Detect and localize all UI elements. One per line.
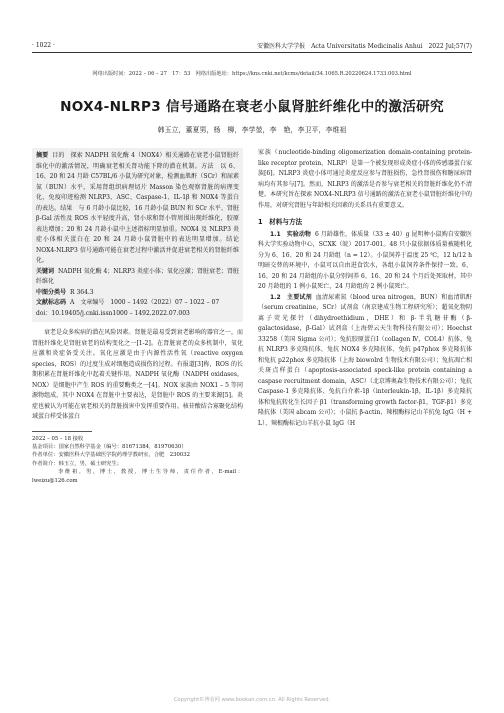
page-number: · 1022 · <box>32 42 55 49</box>
intro-body <box>32 328 243 423</box>
abstract <box>36 151 246 267</box>
footnote-affiliation: 作者单位：安徽医科大学基础医学院药理学教研室，合肥 230032 <box>32 452 190 459</box>
keywords <box>36 267 239 288</box>
footnote-author-bio: 作者简介：韩玉立，男，硕士研究生； <box>32 460 123 467</box>
intro-continued: 家族（nucleotide-binding oligomerization domain-containing protein-like receptor protein，NLRP）是第一个被发现形成炎症小体的传感器蛋白家族[6]。NLRP3 炎症小体可通过炎症反应参与肾脏损伤，急性肾损伤和糖尿病肾病均有其参与[7]。然而，NLRP3 的激活是否参与衰老相关的肾脏纤维化仍不清楚。本研究旨在探索 NOX4-NLRP3 信号通路的激活在衰老小鼠肾脏纤维化中的作用，对研究肾脏与年龄相关因素的关系具有重要意义。 <box>258 149 472 209</box>
docinfo-label: 文献标志码 <box>36 299 67 306</box>
abstract-box <box>32 148 246 322</box>
header-rule <box>32 52 472 53</box>
abstract-text: 目的 探索 NADPH 氧化酶 4（NOX4）相关通路在衰老小鼠肾脏纤维化中的激活情况，明确衰老相关肾功能下降的潜在机制。方法 以 6、16、20 和 24 月龄 C57BL/6 小鼠为研究对象，检测血肌酐（SCr）和尿素氮（BUN）水平，采用肾组织病理切片 Masson 染色观察肾脏的病理变化，免疫印迹检测 NLRP3、ASC、Caspase-1、IL-1β 和 NOX4 等蛋白的表达。结果 与 6 月龄小鼠比较，16 月龄小鼠 BUN 和 SCr 水平、肾脏 β-Gal 活性及 ROS 水平轻度升高，肾小球和肾小管周围出现纤维化，胶原表达增加；20 和 24 月龄小鼠中上述指标明显加重。NOX4 及 NLRP3 炎症小体相关蛋白在 20 和 24 月龄小鼠肾脏中的表达明显增加。结论 NOX4-NLRP3 信号通路可能在衰老过程中激活并促进衰老相关的肾脏纤维化。 <box>36 152 246 264</box>
footnote-received: 2022 – 05 – 18 接收 <box>32 435 84 442</box>
keywords-text: NADPH 氧化酶 4；NLRP3 炎症小体；氧化应激；肾脏衰老；肾脏纤维化 <box>36 267 239 285</box>
classification-label: 中图分类号 <box>36 288 67 296</box>
abstract-label: 摘要 <box>36 152 49 159</box>
left-column <box>32 148 246 485</box>
classification <box>36 288 239 299</box>
intro-paragraph: 衰老是众多疾病的潜在风险因素。肾脏是最易受到衰老影响的器官之一，而肾脏纤维化是肾脏衰老的结构变化之一[1-2]。在肾脏衰老的众多机制中，氧化应激和炎症备受关注。氧化应激是由于内源性活性氧（reactive oxygen species，ROS）的过度生成对细胞造成损伤的过程。有报道[3]称，ROS 的长期积累在肾脏纤维化中起着关键作用。NADPH 氧化酶（NADPH oxidases，NOX）是细胞中产生 ROS 的重要酶类之一[4]。NOX 家族由 NOX1 – 5 等同源物组成，其中 NOX4 在肾脏中主要表达，是肾脏中 ROS 的主要来源[5]。炎症也被认为可能在衰老相关的肾脏损害中发挥重要作用。核苷酸结合寡聚化结构域蛋白样受体蛋白 <box>32 329 243 420</box>
footnotes <box>32 435 243 485</box>
subsection-reagents <box>258 293 472 430</box>
subsection-reagents-label: 1.2 主要试剂 <box>270 293 312 301</box>
keywords-label: 关键词 <box>36 267 55 275</box>
author-list: 韩玉立，董夏男，杨 柳，李学堃，李 艳，李卫平，李维祖 <box>157 126 347 134</box>
doi: doi：10.19405/j.cnki.issn1000 – 1492.2022.07.003 <box>36 309 190 317</box>
footnote-funding: 基金项目：国家自然科学基金（编号：81671384，81970630） <box>32 443 187 450</box>
docinfo-text: A 文章编号 1000 – 1492（2022）07 – 1022 – 07 <box>70 299 220 306</box>
running-header <box>32 41 472 50</box>
footnote-rule <box>32 431 92 432</box>
paper-title: NOX4-NLRP3 信号通路在衰老小鼠肾脏纤维化中的激活研究 <box>60 99 444 115</box>
copyright-watermark: Copyright©博看网 www.bookan.com.cn. All Rights Reserved. <box>173 697 331 703</box>
classification-text: R 364.3 <box>70 288 94 296</box>
subsection-animals-label: 1.1 实验动物 <box>270 230 311 238</box>
journal-info: 安徽医科大学学报 Acta Universitatis Medicinalis Anhui 2022 Jul;57(7) <box>257 43 472 50</box>
subsection-reagents-text: 血清尿素氮（blood urea nitrogen，BUN）和血清肌酐（serum creatinine，SCr）试剂盒（南京建成生物工程研究所）；超氧化物阴离子荧光探针（dihydroethidium，DHE）和 β-半乳糖苷酶（β-galactosidase，β-Gal）试剂盒（上海碧云天生物科技有限公司）；Hoechst 33258（美国 Sigma 公司）；兔抗胶原蛋白Ⅰ（collagen Ⅳ，COL4）抗体、兔抗 NLRP3 多克隆抗体、兔抗 NOX4 多克隆抗体、兔抗 p47phox 多克隆抗体和兔抗 p22phox 多克隆抗体（上海 biowolrd 生物技术有限公司）；兔抗凋亡相关斑点样蛋白（apoptosis-associated speck-like protein containing a caspase recruitment domain，ASC）（北京博奥森生物技术有限公司）；兔抗 Caspase-1 多克隆抗体、兔抗白介素-1β（interleukin-1β，IL-1β）多克隆抗体和兔抗转化生长因子 β1（transforming growth factor-β1，TGF-β1）多克隆抗体（美国 abcam 公司）；小鼠抗 β-actin、辣根酶标记山羊抗兔 IgG（H + L）、辣根酶标记山羊抗小鼠 IgG（H <box>258 293 472 427</box>
section-heading-methods: 1 材料与方法 <box>258 218 303 226</box>
online-publication-info: 网络出版时间：2022 – 06 – 27 17：53 网络出版地址：https://kns.cnki.net/kcms/detail/34.1065.R.20220624.1733.003.html <box>92 71 412 77</box>
subsection-animals-text: 6 月龄雄性，体质量（33 ± 40）g 昆明种小鼠购自安徽医科大学实验动物中心，SCXK（皖）2017-001。48 只小鼠依据体质量被随机化分为 6、16、20 和 24 月龄组（n = 12）。小鼠饲养于温度 25 ℃，12 h/12 h 明暗交替的环境中，小鼠可以自由进食饮水，各组小鼠饲养条件保持一致。6、16、20 和 24 月龄组的小鼠分别饲养 6、16、20 和 24 个月后处死取材。其中 20 月龄组的 1 例小鼠死亡，24 月龄组的 2 例小鼠死亡。 <box>258 230 472 290</box>
subsection-animals <box>258 230 472 293</box>
document-info <box>36 298 239 309</box>
footnote-corresponding: 李维祖，男，博士，教授，博士生导师，责任作者，E-mail：lweizu@126.com <box>32 469 243 484</box>
right-column <box>258 148 472 429</box>
